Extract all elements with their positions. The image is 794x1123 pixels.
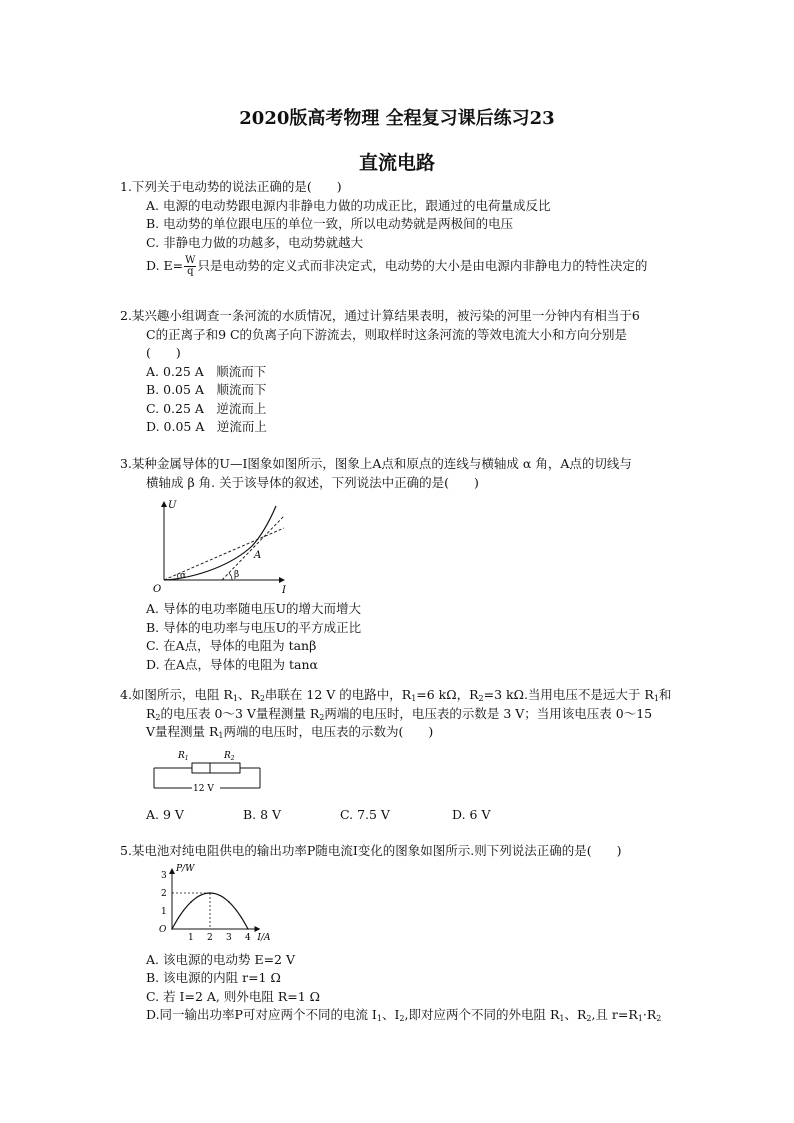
y-tick-label: 3	[161, 870, 167, 881]
question-3-stem-line: 横轴成 β 角. 关于该导体的叙述，下列说法中正确的是( )	[146, 474, 479, 490]
question-3-stem-line: 3.某种金属导体的U—I图象如图所示，图象上A点和原点的连线与横轴成 α 角，A点的切线与	[120, 456, 632, 471]
question-3	[120, 455, 705, 674]
data-point	[247, 928, 249, 930]
y-axis-label: P/W	[176, 863, 195, 874]
option-a: A. 电源的电动势跟电源内非静电力做的功成正比，跟通过的电荷量成反比	[146, 197, 551, 213]
x-tick-label: 1	[188, 932, 194, 943]
option-b: B. 导体的电功率与电压U的平方成正比	[146, 619, 362, 635]
option-b: B. 电动势的单位跟电压的单位一致，所以电动势就是两极间的电压	[146, 216, 514, 231]
point-a-label: A	[254, 550, 262, 561]
question-4-stem-line: 4.如图所示，电阻 $R_1$、$R_2$串联在 12 V 的电路中，$R_1=6$ kΩ，$R_2=3$ kΩ.当用电压不是远大于 $R_1$和	[120, 687, 672, 703]
question-3-options	[120, 600, 705, 674]
question-2-stem-line: 2.某兴趣小组调查一条河流的水质情况，通过计算结果表明，被污染的河里一分钟内有相当于6	[120, 308, 640, 323]
option-d	[146, 256, 705, 277]
x-tick-label: 2	[207, 932, 213, 943]
alpha-label: α	[180, 571, 187, 581]
option-a: A. 导体的电功率随电压U的增大而增大	[146, 601, 362, 616]
power-current-chart	[148, 863, 278, 945]
origin-label: O	[153, 584, 162, 594]
fraction-denominator: q	[187, 266, 194, 277]
question-4-stem-line: V量程测量 $R_1$两端的电压时，电压表的示数为( )	[146, 724, 434, 740]
r1-label: $R_1$	[178, 750, 189, 762]
question-5	[120, 842, 705, 1025]
question-4-options	[120, 806, 705, 825]
option-c: C. 0.25 A 逆流而上	[146, 400, 267, 416]
question-2-stem-line: ( )	[146, 345, 181, 360]
option-a: A. 9 V	[146, 806, 184, 822]
question-2-stem-line: C的正离子和9 C的负离子向下游流去，则取样时这条河流的等效电流大小和方向分别是	[146, 326, 628, 342]
option-c: C. 非静电力做的功越多，电动势就越大	[146, 234, 364, 250]
question-3-stem	[120, 455, 705, 492]
option-a: A. 0.25 A 顺流而下	[146, 363, 267, 379]
x-tick-label: 4	[245, 932, 251, 943]
axis-label-u: U	[168, 500, 177, 511]
origin-label: O	[159, 924, 167, 935]
data-point	[228, 901, 230, 903]
option-b: B. 8 V	[243, 806, 282, 822]
option-d: D. 6 V	[452, 806, 491, 822]
question-4-stem	[120, 686, 705, 742]
option-d: D.同一输出功率P可对应两个不同的电流 $I_1$、$I_2$,即对应两个不同的外电阻 $R_1$、$R_2$,且 $r=R_1\cdot R_2$	[146, 1007, 662, 1023]
u-i-curve	[164, 506, 276, 580]
data-point	[171, 928, 173, 930]
option-d-text: 只是电动势的定义式而非决定式，电动势的大小是由电源内非静电力的特性决定的	[197, 258, 648, 273]
x-tick-label: 3	[226, 932, 232, 943]
option-d: D. 0.05 A 逆流而上	[146, 419, 267, 434]
fraction-w-over-q	[184, 256, 196, 277]
x-axis-label: I/A	[257, 932, 271, 943]
beta-arc	[229, 573, 232, 580]
option-a: A. 该电源的电动势 E=2 V	[146, 951, 295, 967]
option-c: C. 7.5 V	[340, 806, 390, 822]
beta-label: β	[234, 570, 240, 580]
tangent-line	[222, 516, 284, 580]
page-title: 2020版高考物理 全程复习课后练习23	[239, 108, 555, 129]
option-d-prefix: D. E=	[146, 258, 184, 273]
option-c: C. 在A点，导体的电阻为 tanβ	[146, 638, 317, 653]
question-2-stem	[120, 307, 705, 363]
question-2	[120, 307, 705, 437]
data-point	[190, 901, 192, 903]
option-b: B. 0.05 A 顺流而下	[146, 382, 267, 397]
question-4	[120, 686, 705, 824]
option-b: B. 该电源的内阻 r=1 Ω	[146, 970, 281, 985]
option-c: C. 若 I=2 A, 则外电阻 R=1 Ω	[146, 988, 320, 1004]
resistor-r2	[210, 763, 240, 773]
y-tick-label: 2	[161, 888, 167, 899]
fraction-numerator: W	[185, 255, 196, 266]
question-4-stem-line: $R_2$的电压表 0～3 V量程测量 $R_2$两端的电压时，电压表的示数是 3 V；当用该电压表 0～15	[146, 705, 653, 722]
axis-label-i: I	[282, 585, 286, 594]
page-subtitle: 直流电路	[358, 152, 435, 174]
ui-graph-figure	[148, 496, 298, 594]
question-5-options	[120, 951, 705, 1007]
option-d: D. 在A点，导体的电阻为 tanα	[146, 656, 318, 672]
question-1-options	[120, 197, 705, 278]
question-1	[120, 178, 705, 277]
circuit-figure	[148, 746, 266, 798]
question-2-options	[120, 363, 705, 437]
question-1-stem: 1.下列关于电动势的说法正确的是( )	[120, 179, 342, 194]
question-5-stem: 5.某电池对纯电阻供电的输出功率P随电流I变化的图象如图所示.则下列说法正确的是( )	[120, 843, 622, 858]
voltage-label: 12 V	[193, 783, 214, 794]
y-tick-label: 1	[161, 906, 167, 917]
r2-label: $R_2$	[224, 750, 235, 762]
